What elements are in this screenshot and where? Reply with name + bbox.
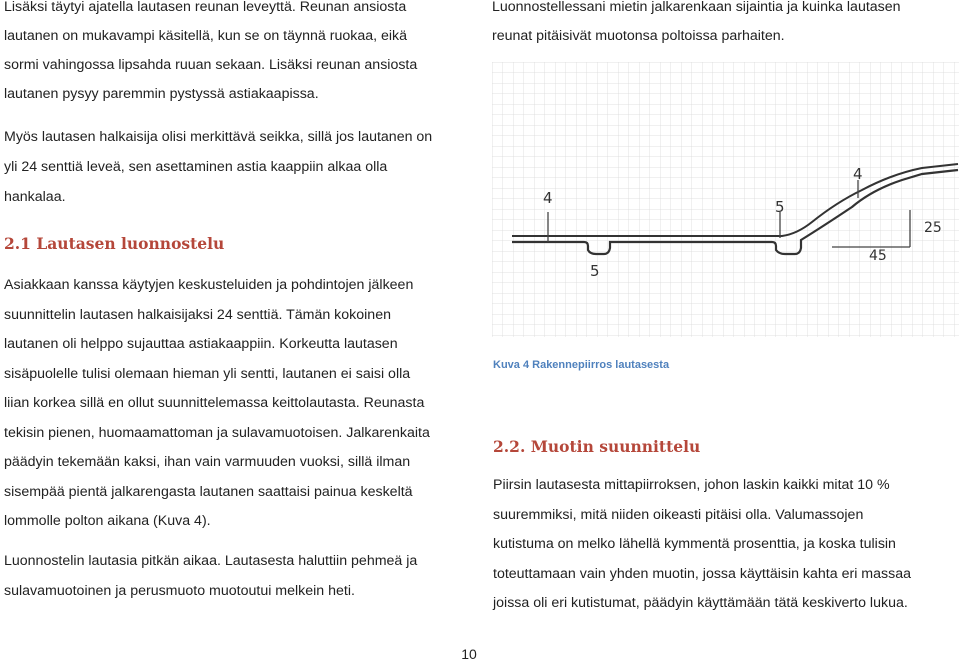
text-line: Piirsin lautasesta mittapiirroksen, johon laskin kaikki mitat 10 % [493,477,890,493]
dimension-label: 5 [775,198,785,216]
text-line: lautanen pysyy paremmin pystyssä astiakaapissa. [4,86,319,102]
text-line: lautanen oli helppo sujauttaa astiakaappiin. Korkeutta lautasen [4,336,398,352]
plate-cross-section-figure [492,62,959,337]
grid-paper [492,62,959,337]
text-line: tekisin pienen, huomaamattoman ja sulavamuotoisen. Jalkarenkaita [4,424,430,441]
dimension-label: 4 [543,189,553,207]
text-line: suuremmiksi, mitä niiden oikeasti pitäisi olla. Valumassojen [493,506,864,523]
text-line: Asiakkaan kanssa käytyjen keskusteluiden ja pohdintojen jälkeen [4,277,414,293]
text-line: Myös lautasen halkaisija olisi merkittävä seikka, sillä jos lautanen on [4,129,433,145]
text-line: sulavamuotoinen ja perusmuoto muotoutui melkein heti. [4,582,355,599]
text-line: sisempää pientä jalkarengasta lautanen saattaisi painua keskeltä [4,483,413,500]
dimension-label: 4 [853,165,863,183]
text-line: sormi vahingossa lipsahda ruuan sekaan. Lisäksi reunan ansiosta [4,57,418,73]
text-line: suunnittelin lautasen halkaisijaksi 24 senttiä. Tämän kokoinen [4,306,391,323]
mold-paragraph [493,471,911,619]
text-line: toteuttamaan vain yhden muotin, jossa käyttäisin kahta eri massaa [493,565,911,582]
text-line: sisäpuolelle tulisi olemaan hieman yli sentti, lautanen ei saisi olla [4,365,411,382]
size-paragraph [4,122,432,212]
text-line: liian korkea sillä en ollut suunnittelemassa keittolautasta. Reunasta [4,395,425,411]
page-number: 10 [461,646,477,662]
right-intro-paragraph [492,0,901,51]
text-line: yli 24 senttiä leveä, sen asettaminen astia kaappiin alkaa olla [4,159,388,175]
intro-paragraph [4,0,417,109]
text-line: reunat pitäisivät muotonsa poltoissa parhaiten. [492,28,785,44]
text-line: lommolle polton aikana (Kuva 4). [4,513,211,529]
final-paragraph [4,547,417,606]
section-heading-2-2: 2.2. Muotin suunnittelu [493,437,701,456]
text-line: hankalaa. [4,189,66,205]
dimension-label: 5 [590,262,600,280]
dimension-label: 45 [869,248,887,264]
section-heading-2-1: 2.1 Lautasen luonnostelu [4,234,225,253]
sketch-paragraph [4,271,430,537]
dimension-label: 25 [924,220,942,236]
text-line: kutistuma on melko lähellä kymmentä prosenttia, ja koska tulisin [493,536,896,552]
text-line: päädyin tekemään kaksi, ihan vain varmuuden vuoksi, sillä ilman [4,454,411,470]
figure-caption: Kuva 4 Rakennepiirros lautasesta [493,359,670,371]
text-line: Lisäksi täytyi ajatella lautasen reunan leveyttä. Reunan ansiosta [4,0,407,15]
text-line: joissa oli eri kutistumat, päädyin käyttämään tätä keskiverto lukua. [493,595,908,611]
text-line: lautanen on mukavampi käsitellä, kun se on täynnä ruokaa, eikä [4,28,408,44]
text-line: Luonnostellessani mietin jalkarenkaan sijaintia ja kuinka lautasen [492,0,901,15]
text-line: Luonnostelin lautasia pitkän aikaa. Lautasesta haluttiin pehmeä ja [4,553,418,569]
